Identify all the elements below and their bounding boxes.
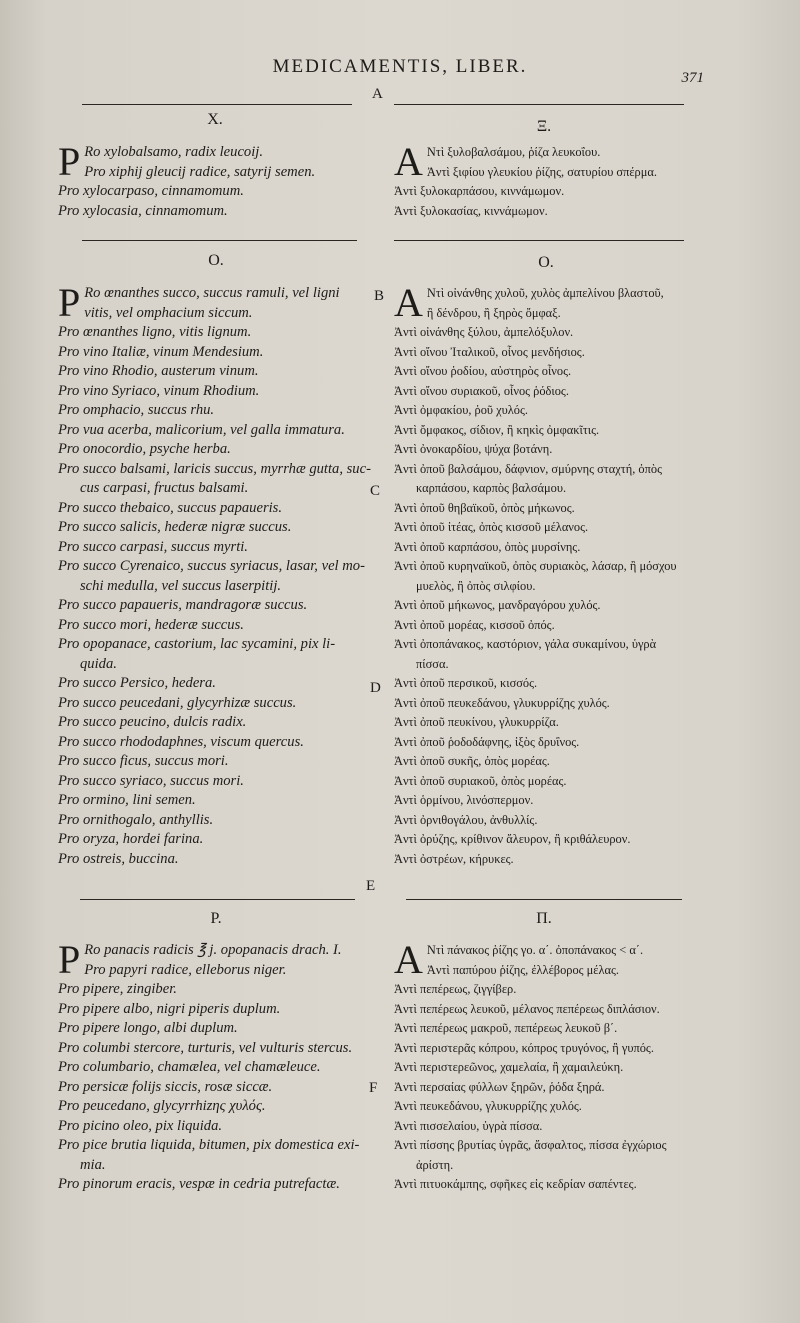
section-p-greek — [394, 937, 704, 1195]
section-x-latin — [58, 139, 358, 221]
drop-cap: P — [58, 139, 81, 184]
entry-line: Pro peucedano, glycyrrhizης χυλός. — [58, 1098, 266, 1114]
entry-line: Ἀντὶ πιτυοκάμπης, σφῆκες εἰς κεδρίαν σαπέντες. — [394, 1177, 637, 1191]
entry-line: Pro xiphij gleucij radice, satyrij semen. — [84, 163, 316, 180]
entry-line: Ἀντὶ παπύρου ῥίζης, ἐλλέβορος μέλας. — [426, 962, 619, 977]
entry-line: Ἀντὶ περιστερεῶνος, χαμελαία, ἢ χαμαιλεύκη. — [394, 1060, 624, 1074]
entry-line: Ἀντὶ ὀνοκαρδίου, ψύχα βοτάνη. — [394, 442, 553, 456]
section-heading-o-greek: O. — [538, 254, 554, 271]
entry-line: Pro vino Italiæ, vinum Mendesium. — [58, 343, 264, 360]
margin-marker-a: A — [372, 86, 383, 102]
entry-line: mia. — [80, 1156, 106, 1173]
entry-line: Ἀντὶ ὀποῦ ἰτέας, ὀπὸς κισσοῦ μέλανος. — [394, 520, 589, 534]
entry-line: Ἀντὶ περσαίας φύλλων ξηρῶν, ῥόδα ξηρά. — [394, 1079, 605, 1094]
entry-line: Ἀντὶ ὀποῦ βαλσάμου, δάφνιον, σμύρνης σταχτή, ὀπὸς — [394, 461, 662, 476]
entry-line: Ἀντὶ οἴνου Ἰταλικοῦ, οἶνος μενδήσιος. — [394, 344, 585, 359]
drop-cap: A — [394, 280, 423, 325]
entry-line: Pro opopanace, castorium, lac sycamini, pix li- — [58, 636, 336, 652]
entry-line: Ἀντὶ οἴνου συριακοῦ, οἶνος ῥόδιος. — [394, 383, 569, 398]
rule-top-left — [82, 104, 352, 105]
entry-line: Pro succo Persico, hedera. — [58, 675, 216, 691]
entry-line: ἀρίστη. — [416, 1157, 454, 1172]
entry-line: Pro xylocasia, cinnamomum. — [58, 202, 228, 219]
entry-line: Ἀντὶ ὀποῦ ῥοδοδάφνης, ἰξὸς δρυΐνος. — [394, 734, 580, 749]
entry-line: πίσσα. — [416, 656, 449, 671]
entry-line: Ἀντὶ ὀποπάνακος, καστόριον, γάλα συκαμίνου, ὑγρὰ — [394, 637, 657, 651]
entry-line: Pro succo balsami, laricis succus, myrrhæ gutta, suc- — [58, 460, 371, 477]
entry-line: Ἀντὶ πευκεδάνου, γλυκυρρίζης χυλός. — [394, 1099, 582, 1113]
entry-line: Ἀντὶ οἰνάνθης ξύλου, ἀμπελόξυλον. — [394, 325, 574, 339]
entry-line: Pro œnanthes ligno, vitis lignum. — [58, 324, 252, 340]
entry-line: Pro succo thebaico, succus papaueris. — [58, 499, 283, 516]
section-heading-o-latin: O. — [208, 252, 224, 269]
entry-line: Pro succo papaueris, mandragoræ succus. — [58, 597, 308, 613]
entry-line: Pro persicæ folijs siccis, rosæ siccæ. — [58, 1078, 273, 1095]
entry-line: Ντὶ οἰνάνθης χυλοῦ, χυλὸς ἀμπελίνου βλαστοῦ, — [426, 286, 664, 300]
entry-line: Ἀντὶ οἴνου ῥοδίου, αὐστηρὸς οἶνος. — [394, 364, 572, 378]
margin-marker-b: B — [374, 288, 385, 304]
entry-line: ἢ δένδρου, ἢ ξηρὸς ὄμφαξ. — [426, 305, 561, 320]
entry-line: Pro vino Syriaco, vinum Rhodium. — [58, 382, 260, 399]
margin-marker-e: E — [366, 878, 376, 894]
section-heading-x-latin: X. — [207, 111, 223, 128]
entry-line: Pro columbi stercore, turturis, vel vulturis stercus. — [58, 1039, 353, 1056]
section-heading-p-latin: P. — [210, 910, 222, 927]
running-header: MEDICAMENTIS, LIBER. — [272, 56, 528, 77]
entry-line: Ἀντὶ ὀμφακίου, ῥοῦ χυλός. — [394, 403, 528, 417]
entry-line: Ἀντὶ πεπέρεως λευκοῦ, μέλανος πεπέρεως διπλάσιον. — [394, 1001, 660, 1016]
entry-line: Ἀντὶ ὀποῦ θηβαϊκοῦ, ὀπὸς μήκωνος. — [394, 500, 575, 515]
entry-line: Ἀντὶ ξυλοκασίας, κιννάμωμον. — [394, 203, 548, 218]
entry-line: Ἀντὶ ὀποῦ μορέας, κισσοῦ ὀπός. — [394, 617, 555, 632]
margin-marker-f: F — [369, 1080, 378, 1096]
entry-line: Ἀντὶ ξιφίου γλευκίου ῥίζης, σατυρίου σπέρμα. — [426, 164, 657, 179]
entry-line: Pro oryza, hordei farina. — [58, 831, 204, 847]
entry-line: Ἀντὶ ὀποῦ συριακοῦ, ὀπὸς μορέας. — [394, 773, 567, 788]
entry-line: Ἀντὶ ὀποῦ μήκωνος, μανδραγόρου χυλός. — [394, 598, 601, 612]
entry-line: Ἀντὶ ὀποῦ πευκίνου, γλυκυρρίζα. — [394, 715, 559, 729]
entry-line: Pro succo peucedani, glycyrhizæ succus. — [58, 694, 297, 711]
entry-line: Ro xylobalsamo, radix leucoij. — [84, 144, 263, 160]
entry-line: Ἀντὶ πεπέρεως, ζιγγίβερ. — [394, 982, 517, 996]
entry-line: Ro panacis radicis ℥ j. opopanacis drach. I. — [84, 942, 342, 958]
entry-line: Pro pipere longo, albi duplum. — [58, 1020, 238, 1036]
entry-line: Ἀντὶ ὄμφακος, σίδιον, ἢ κηκὶς ὀμφακῖτις. — [394, 422, 600, 437]
entry-line: Ἀντὶ ὀποῦ περσικοῦ, κισσός. — [394, 676, 538, 690]
drop-cap: A — [394, 139, 423, 184]
entry-line: Ἀντὶ πίσσης βρυτίας ὑγρᾶς, ἄσφαλτος, πίσσα ἐγχώριος — [394, 1138, 667, 1152]
entry-line: Pro vua acerba, malicorium, vel galla immatura. — [58, 421, 345, 438]
rule-o-right — [406, 899, 682, 900]
page-number: 371 — [681, 70, 704, 86]
entry-line: Ἀντὶ περιστερᾶς κόπρου, κόπρος τρυγόνος, ἢ γυπός. — [394, 1040, 654, 1055]
entry-line: Pro ornithogalo, anthyllis. — [58, 811, 214, 828]
entry-line: Pro succo mori, hederæ succus. — [58, 616, 244, 633]
margin-marker-c: C — [370, 483, 381, 499]
entry-line: Pro xylocarpaso, cinnamomum. — [58, 183, 244, 199]
entry-line: cus carpasi, fructus balsami. — [80, 480, 249, 496]
entry-line: schi medulla, vel succus laserpitij. — [80, 577, 282, 594]
entry-line: Pro pipere, zingiber. — [58, 981, 177, 997]
margin-marker-d: D — [370, 680, 381, 696]
entry-line: Pro pinorum eracis, vespæ in cedria putrefactæ. — [58, 1176, 340, 1192]
entry-line: Pro pipere albo, nigri piperis duplum. — [58, 1000, 281, 1017]
section-heading-x-greek: Ξ. — [536, 118, 552, 135]
entry-line: Pro vino Rhodio, austerum vinum. — [58, 363, 259, 379]
entry-line: quida. — [80, 655, 117, 672]
entry-line: Ἀντὶ πισσελαίου, ὑγρὰ πίσσα. — [394, 1118, 543, 1133]
entry-line: Pro succo salicis, hederæ nigræ succus. — [58, 519, 292, 535]
section-o-latin — [58, 280, 371, 869]
rule-x-right — [394, 240, 684, 241]
entry-line: vitis, vel omphacium siccum. — [84, 304, 253, 321]
entry-line: Ἀντὶ πεπέρεως μακροῦ, πεπέρεως λευκοῦ β΄. — [394, 1021, 618, 1035]
entry-line: Ντὶ ξυλοβαλσάμου, ῥίζα λευκοΐου. — [426, 145, 601, 159]
entry-line: Pro picino oleo, pix liquida. — [58, 1117, 223, 1134]
entry-line: μυελὸς, ἢ ὀπὸς σιλφίου. — [416, 578, 536, 593]
entry-line: Pro papyri radice, elleborus niger. — [84, 961, 287, 978]
entry-line: Ἀντὶ ὀρνιθογάλου, ἀνθυλλίς. — [394, 812, 538, 827]
drop-cap: A — [394, 937, 423, 982]
entry-line: Ἀντὶ ὀστρέων, κήρυκες. — [394, 851, 514, 866]
drop-cap: P — [58, 937, 81, 982]
entry-line: Ἀντὶ ὀποῦ συκῆς, ὀπὸς μορέας. — [394, 754, 550, 768]
entry-line: Ντὶ πάνακος ῥίζης γο. α΄. ὀποπάνακος < α΄. — [426, 943, 644, 957]
entry-line: Pro ormino, lini semen. — [58, 792, 196, 808]
entry-line: Pro succo ficus, succus mori. — [58, 753, 229, 769]
entry-line: Pro succo rhododaphnes, viscum quercus. — [58, 733, 304, 750]
entry-line: Pro pice brutia liquida, bitumen, pix domestica exi- — [58, 1137, 360, 1153]
entry-line: Ἀντὶ ὁρμίνου, λινόσπερμον. — [394, 793, 534, 807]
entry-line: Ἀντὶ ὀρύζης, κρίθινον ἄλευρον, ἢ κριθάλευρον. — [394, 832, 631, 846]
section-o-greek — [394, 280, 704, 869]
entry-line: Pro succo carpasi, succus myrti. — [58, 538, 248, 555]
section-x-greek — [394, 139, 694, 221]
entry-line: καρπάσου, καρπὸς βαλσάμου. — [416, 481, 567, 495]
entry-line: Ro œnanthes succo, succus ramuli, vel ligni — [84, 285, 340, 301]
entry-line: Pro columbario, chamælea, vel chamæleuce. — [58, 1059, 321, 1075]
entry-line: Pro succo peucino, dulcis radix. — [58, 714, 247, 730]
entry-line: Pro omphacio, succus rhu. — [58, 402, 215, 418]
rule-o-left — [80, 899, 355, 900]
entry-line: Ἀντὶ ὀποῦ καρπάσου, ὀπὸς μυρσίνης. — [394, 539, 581, 554]
section-heading-p-greek: Π. — [536, 910, 552, 927]
entry-line: Ἀντὶ ξυλοκαρπάσου, κιννάμωμον. — [394, 184, 565, 198]
entry-line: Pro ostreis, buccina. — [58, 850, 179, 867]
rule-x-left — [82, 240, 357, 241]
entry-line: Pro succo Cyrenaico, succus syriacus, lasar, vel mo- — [58, 558, 365, 574]
entry-line: Ἀντὶ ὀποῦ κυρηναϊκοῦ, ὀπὸς συριακὸς, λάσαρ, ἢ μόσχου — [394, 559, 677, 573]
entry-line: Pro succo syriaco, succus mori. — [58, 772, 244, 789]
entry-line: Pro onocordio, psyche herba. — [58, 441, 231, 457]
entry-line: Ἀντὶ ὀποῦ πευκεδάνου, γλυκυρρίζης χυλός. — [394, 695, 610, 710]
rule-top-right — [394, 104, 684, 105]
section-p-latin — [58, 937, 368, 1195]
drop-cap: P — [58, 280, 81, 325]
